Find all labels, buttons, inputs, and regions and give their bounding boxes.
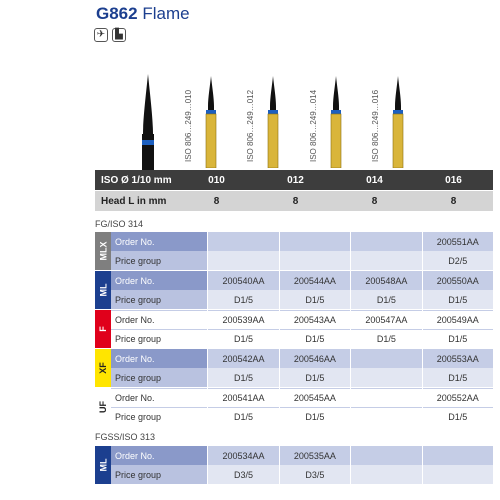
head-value: 8 <box>450 195 457 207</box>
grit-tag <box>95 388 111 426</box>
iso-code-3: ISO 806…249…014 <box>309 89 318 162</box>
turbine-icon: ✈ <box>94 28 108 42</box>
large-bur-illustration <box>138 74 158 170</box>
price-group-cell: D1/5 <box>208 368 278 387</box>
order-number-cell: 200535AA <box>280 446 350 465</box>
order-number-cell: 200546AA <box>280 349 350 368</box>
model-name: Flame <box>142 4 190 23</box>
price-label: Price group <box>111 368 207 387</box>
order-label: Order No. <box>111 310 207 329</box>
grit-tag-label: XF <box>97 362 108 374</box>
grit-group-ml <box>95 446 493 484</box>
price-group-cell: D1/5 <box>280 368 350 387</box>
iso-value: 012 <box>287 174 304 186</box>
price-group-cell <box>351 465 421 484</box>
price-group-cell: D1/5 <box>280 290 350 309</box>
price-group-cell <box>208 251 278 270</box>
grit-group-xf <box>95 349 493 387</box>
order-number-cell <box>208 232 278 251</box>
iso-diameter-row <box>95 170 493 190</box>
price-group-cell <box>280 251 350 270</box>
grit-tag <box>95 310 111 348</box>
order-number-cell <box>280 232 350 251</box>
order-number-cell: 200542AA <box>208 349 278 368</box>
grit-tag <box>95 349 111 387</box>
price-label: Price group <box>111 290 207 309</box>
grit-tag-label: UF <box>98 401 108 413</box>
order-row <box>95 271 493 290</box>
order-number-cell: 200547AA <box>351 310 421 329</box>
price-group-cell: D1/5 <box>351 329 421 348</box>
order-number-cell <box>351 388 421 407</box>
price-group-cell: D1/5 <box>423 368 493 387</box>
order-number-cell: 200534AA <box>208 446 278 465</box>
order-number-cell <box>423 446 493 465</box>
price-group-cell: D3/5 <box>280 465 350 484</box>
order-number-cell: 200550AA <box>423 271 493 290</box>
price-group-cell: D1/5 <box>423 290 493 309</box>
order-label: Order No. <box>111 446 207 465</box>
head-value: 8 <box>371 195 378 207</box>
order-row <box>95 446 493 465</box>
head-value: 8 <box>213 195 220 207</box>
price-row <box>95 368 493 387</box>
order-label: Order No. <box>111 388 207 407</box>
iso-diameter-label: ISO Ø 1/10 mm <box>101 174 172 186</box>
order-number-cell: 200543AA <box>280 310 350 329</box>
order-number-cell: 200545AA <box>280 388 350 407</box>
section-title-fgss: FGSS/ISO 313 <box>95 432 156 442</box>
order-row <box>95 349 493 368</box>
page-title <box>96 4 190 24</box>
fgss-product-table <box>95 446 493 485</box>
order-number-cell <box>351 232 421 251</box>
bur-010-illustration <box>205 76 217 168</box>
order-label: Order No. <box>111 271 207 290</box>
order-number-cell: 200544AA <box>280 271 350 290</box>
iso-value: 014 <box>366 174 383 186</box>
grit-group-ml <box>95 271 493 309</box>
order-number-cell <box>351 446 421 465</box>
price-group-cell: D1/5 <box>208 290 278 309</box>
order-row <box>95 388 493 407</box>
usage-icons <box>94 28 126 42</box>
price-row <box>95 465 493 484</box>
price-group-cell <box>351 368 421 387</box>
price-label: Price group <box>111 465 207 484</box>
fg-product-table <box>95 232 493 427</box>
bur-016-illustration <box>392 76 404 168</box>
grit-tag <box>95 232 111 270</box>
head-length-label: Head L in mm <box>101 195 167 207</box>
grit-tag <box>95 271 111 309</box>
order-number-cell: 200549AA <box>423 310 493 329</box>
price-label: Price group <box>111 329 207 348</box>
order-number-cell: 200540AA <box>208 271 278 290</box>
grit-group-mlx <box>95 232 493 270</box>
order-number-cell: 200541AA <box>208 388 278 407</box>
order-label: Order No. <box>111 232 207 251</box>
iso-code-2: ISO 806…249…012 <box>246 89 255 162</box>
order-number-cell <box>351 349 421 368</box>
grit-tag-label: ML <box>98 283 108 297</box>
model-number: G862 <box>96 4 138 23</box>
price-group-cell: D1/5 <box>280 407 350 426</box>
bur-012-illustration <box>267 76 279 168</box>
price-group-cell: D2/5 <box>423 251 493 270</box>
price-group-cell: D3/5 <box>208 465 278 484</box>
price-group-cell: D1/5 <box>423 329 493 348</box>
order-row <box>95 232 493 251</box>
price-row <box>95 251 493 270</box>
grit-tag-label: MLX <box>98 241 108 261</box>
section-title-fg: FG/ISO 314 <box>95 219 144 229</box>
price-group-cell <box>423 465 493 484</box>
head-value: 8 <box>292 195 299 207</box>
price-group-cell: D1/5 <box>208 407 278 426</box>
order-number-cell: 200551AA <box>423 232 493 251</box>
price-group-cell: D1/5 <box>280 329 350 348</box>
order-row <box>95 310 493 329</box>
price-row <box>95 407 493 426</box>
price-group-cell <box>351 407 421 426</box>
price-label: Price group <box>111 407 207 426</box>
order-number-cell: 200548AA <box>351 271 421 290</box>
grit-tag <box>95 446 111 484</box>
price-row <box>95 290 493 309</box>
price-group-cell: D1/5 <box>351 290 421 309</box>
order-label: Order No. <box>111 349 207 368</box>
grit-group-f <box>95 310 493 348</box>
iso-value: 016 <box>445 174 462 186</box>
iso-value: 010 <box>208 174 225 186</box>
grit-tag-label: F <box>98 326 108 332</box>
price-group-cell: D1/5 <box>423 407 493 426</box>
order-number-cell: 200552AA <box>423 388 493 407</box>
price-row <box>95 329 493 348</box>
iso-code-4: ISO 806…249…016 <box>371 89 380 162</box>
grit-tag-label: ML <box>98 458 108 472</box>
bur-014-illustration <box>330 76 342 168</box>
price-label: Price group <box>111 251 207 270</box>
price-group-cell: D1/5 <box>208 329 278 348</box>
grit-group-uf <box>95 388 493 426</box>
head-length-row <box>95 191 493 211</box>
order-number-cell: 200539AA <box>208 310 278 329</box>
contra-angle-icon: ▙ <box>112 28 126 42</box>
iso-code-1: ISO 806…249…010 <box>184 89 193 162</box>
order-number-cell: 200553AA <box>423 349 493 368</box>
price-group-cell <box>351 251 421 270</box>
